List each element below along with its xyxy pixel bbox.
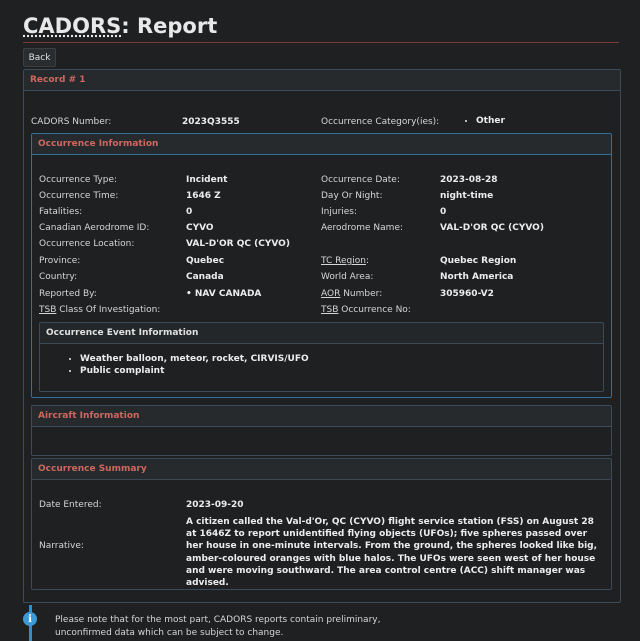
- occurrence-summary-heading: Occurrence Summary: [32, 459, 611, 480]
- tc-region-colon: :: [365, 256, 369, 266]
- aor-abbr: AOR: [321, 289, 341, 299]
- page-title-rest: : Report: [121, 14, 218, 38]
- event-item: • Weather balloon, meteor, rocket, CIRVIS/UFO: [80, 353, 309, 365]
- aor-number-rest: Number:: [340, 289, 383, 299]
- cadors-number-value: 2023Q3555: [182, 117, 240, 127]
- world-area-label: World Area:: [321, 272, 374, 282]
- back-button[interactable]: Back: [23, 48, 56, 67]
- category-item: • Other: [476, 115, 505, 127]
- tc-region-label: [321, 256, 369, 266]
- aerodrome-id-label: Canadian Aerodrome ID:: [39, 223, 150, 233]
- tc-region-value: Quebec Region: [440, 256, 517, 266]
- tsb-occurrence-rest: Occurrence No:: [338, 305, 411, 315]
- tsb-abbr-2: TSB: [321, 305, 339, 315]
- tsb-class-label: [39, 305, 160, 315]
- occurrence-category-label: Occurrence Category(ies):: [321, 117, 440, 127]
- injuries-value: 0: [440, 207, 447, 217]
- fatalities-label: Fatalities:: [39, 207, 83, 217]
- cadors-number-label: CADORS Number:: [31, 117, 112, 127]
- narrative-text: A citizen called the Val-d'Or, QC (CYVO) flight service station (FSS) on August 28 at 1646Z to report unidentified flying objects (UFOs); five spheres passed over her house in one-minute intervals. From the ground, the spheres looked like big, amber-coloured oranges with blue halos. The UFOs were seen west of her house and were moving southward. The area control centre (ACC) shift manager was advised.: [186, 517, 598, 589]
- info-icon: i: [23, 612, 37, 626]
- category-list: [462, 115, 505, 127]
- occurrence-type-value: Incident: [186, 175, 228, 185]
- aircraft-info-heading: Aircraft Information: [32, 406, 611, 427]
- day-or-night-value: night-time: [440, 191, 494, 201]
- country-label: Country:: [39, 272, 78, 282]
- occurrence-info-heading: Occurrence Information: [32, 134, 611, 155]
- province-label: Province:: [39, 256, 81, 266]
- occurrence-date-value: 2023-08-28: [440, 175, 498, 185]
- aerodrome-name-value: VAL-D'OR QC (CYVO): [440, 223, 544, 233]
- tc-region-abbr: TC Region: [321, 256, 366, 266]
- tsb-occurrence-label: [321, 305, 411, 315]
- injuries-label: Injuries:: [321, 207, 358, 217]
- notice-text: Please note that for the most part, CADORS reports contain preliminary, unconfirmed data which can be subject to change.: [55, 615, 381, 638]
- occurrence-time-label: Occurrence Time:: [39, 191, 119, 201]
- world-area-value: North America: [440, 272, 514, 282]
- page-title: [23, 14, 217, 38]
- occurrence-type-label: Occurrence Type:: [39, 175, 118, 185]
- occurrence-date-label: Occurrence Date:: [321, 175, 400, 185]
- cadors-abbr: CADORS: [23, 14, 122, 38]
- tsb-abbr: TSB: [39, 305, 57, 315]
- aerodrome-id-value: CYVO: [186, 223, 214, 233]
- tsb-class-rest: Class Of Investigation:: [56, 305, 161, 315]
- event-info-heading: Occurrence Event Information: [40, 323, 603, 344]
- aircraft-info-panel: [31, 405, 612, 456]
- event-item: • Public complaint: [80, 365, 309, 377]
- record-heading: Record # 1: [24, 70, 620, 91]
- occurrence-time-value: 1646 Z: [186, 191, 221, 201]
- aor-number-value: 305960-V2: [440, 289, 494, 299]
- fatalities-value: 0: [186, 207, 193, 217]
- country-value: Canada: [186, 272, 224, 282]
- reported-by-value: • NAV CANADA: [186, 289, 262, 299]
- occurrence-location-label: Occurrence Location:: [39, 239, 135, 249]
- province-value: Quebec: [186, 256, 225, 266]
- reported-by-label: Reported By:: [39, 289, 97, 299]
- event-list: [66, 353, 309, 377]
- title-divider: [23, 42, 619, 43]
- day-or-night-label: Day Or Night:: [321, 191, 383, 201]
- date-entered-label: Date Entered:: [39, 500, 102, 510]
- date-entered-value: 2023-09-20: [186, 500, 244, 510]
- aerodrome-name-label: Aerodrome Name:: [321, 223, 404, 233]
- aor-number-label: [321, 289, 382, 299]
- narrative-label: Narrative:: [39, 541, 84, 551]
- occurrence-location-value: VAL-D'OR QC (CYVO): [186, 239, 290, 249]
